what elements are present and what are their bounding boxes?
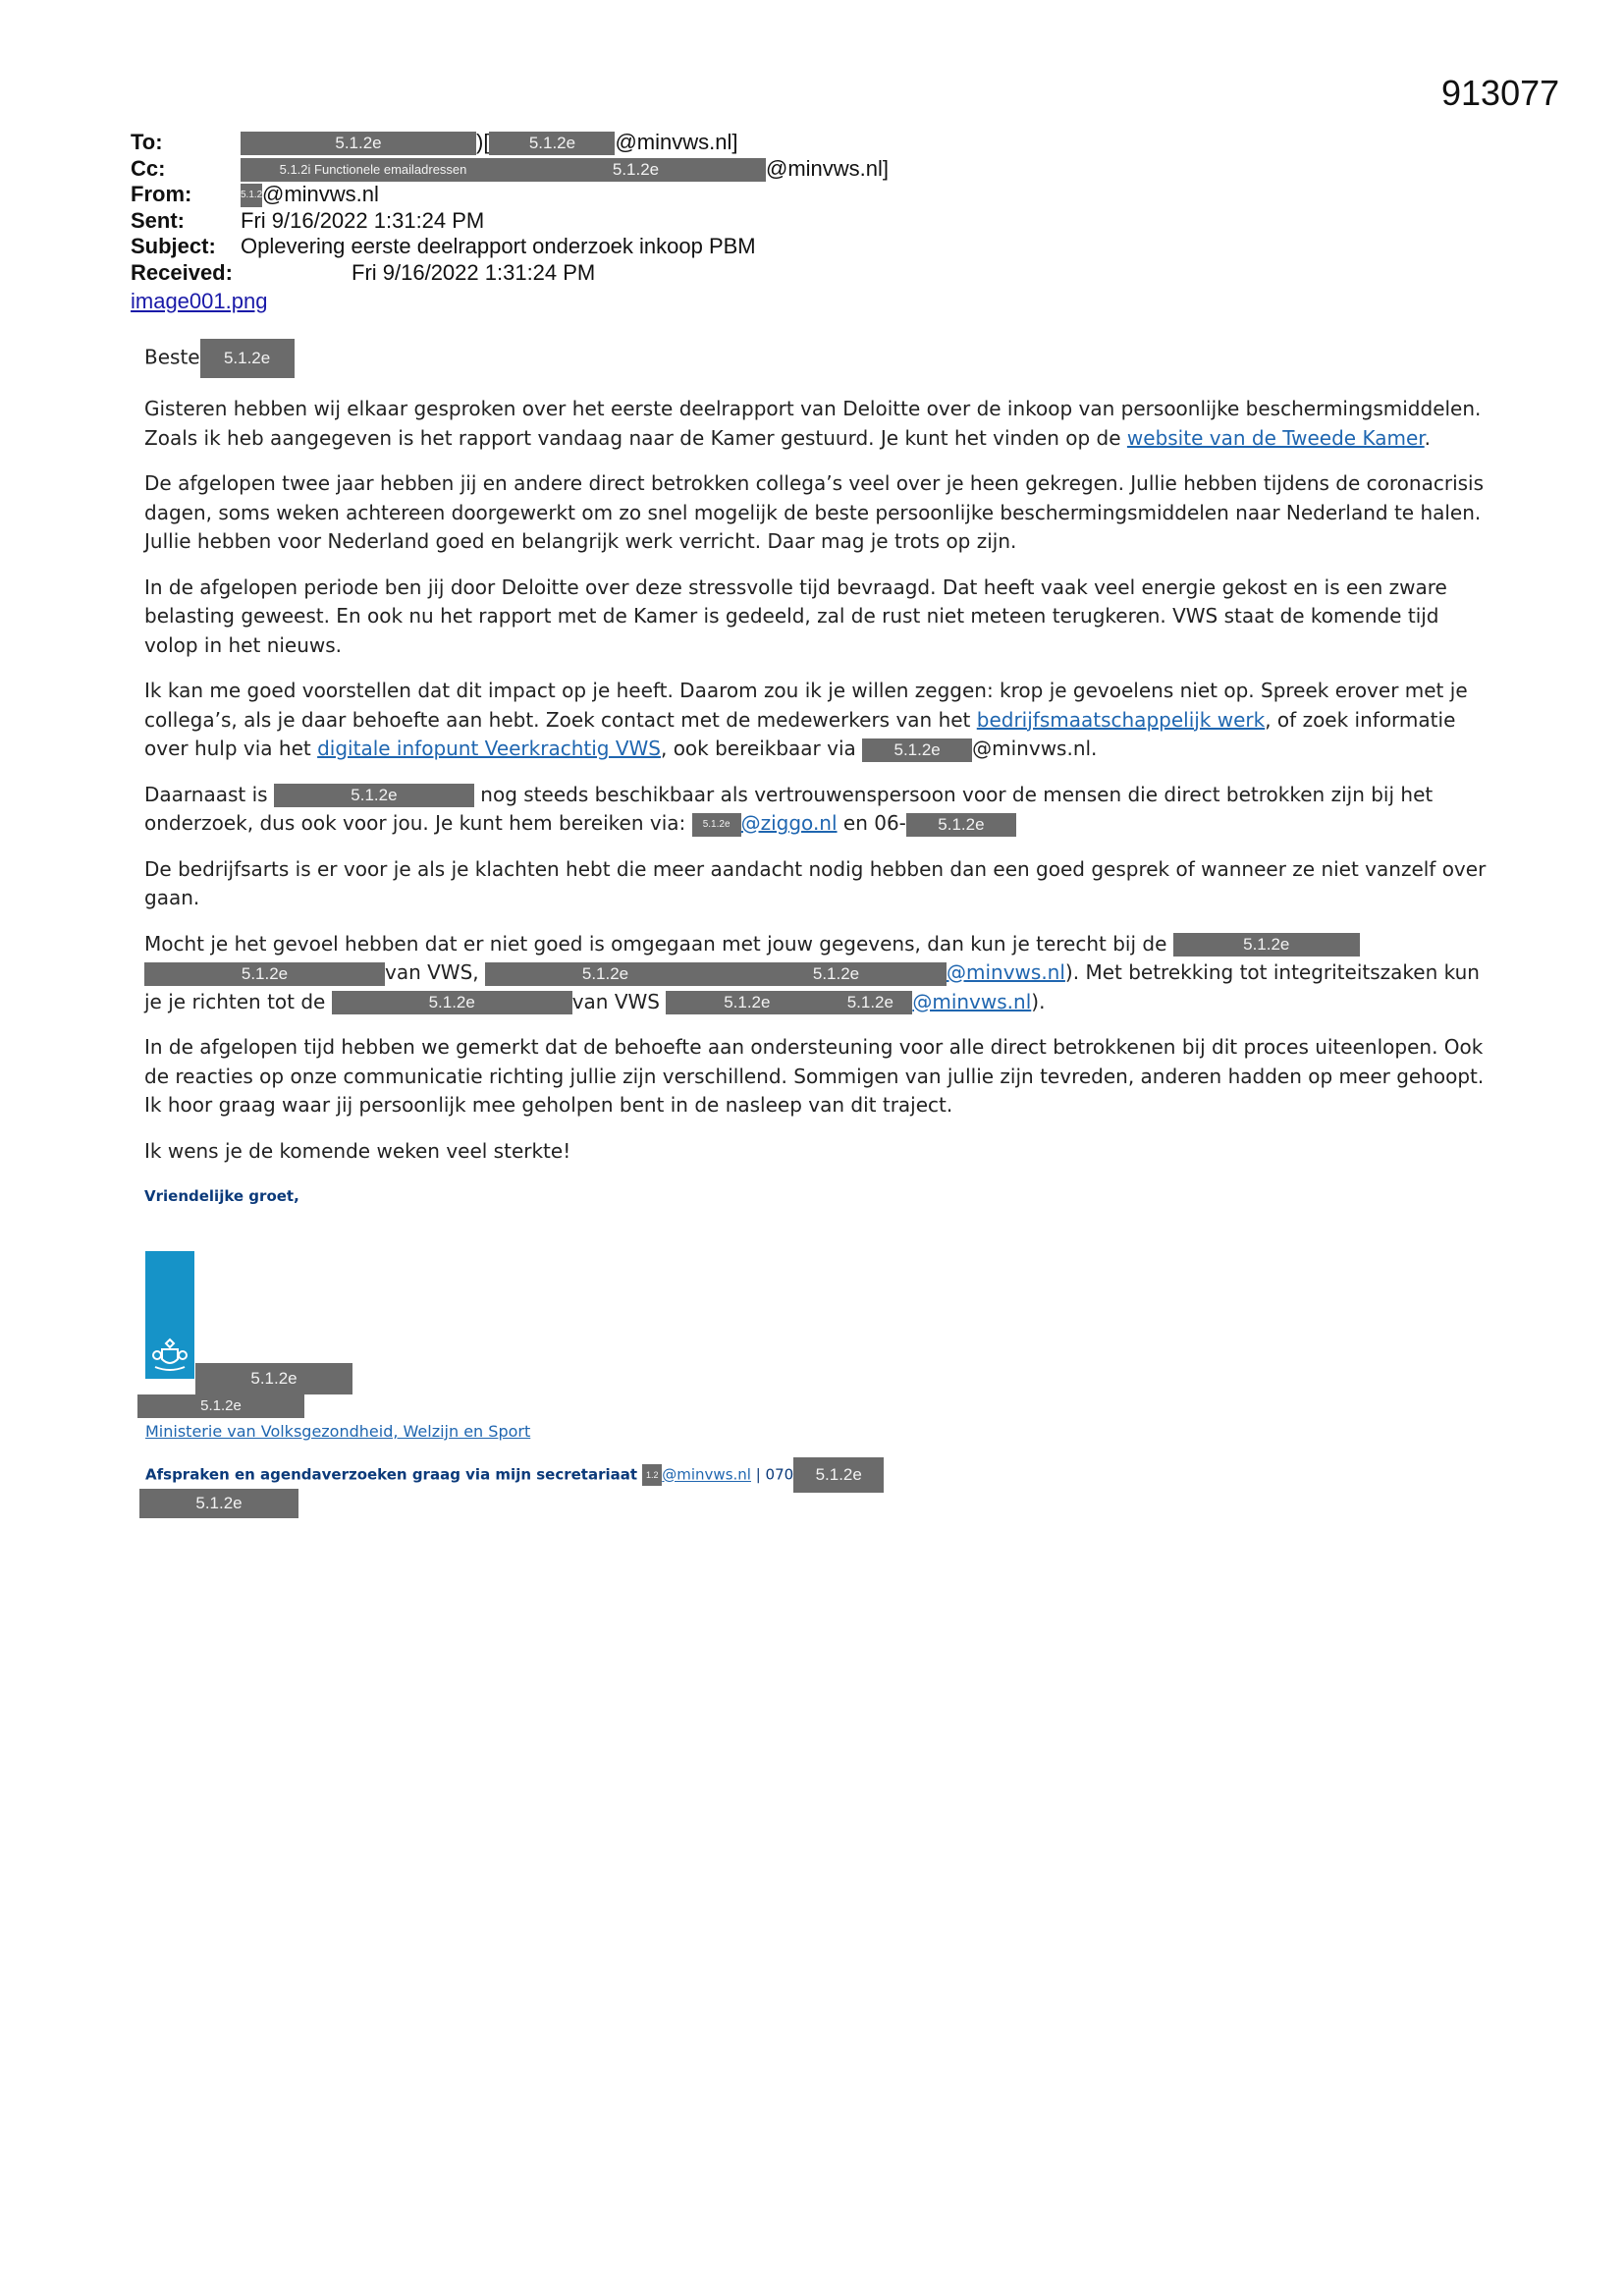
signature-name xyxy=(195,1363,352,1394)
to-label: To: xyxy=(131,130,163,154)
document-number: 913077 xyxy=(1441,73,1560,113)
signature-title xyxy=(137,1394,304,1418)
paragraph-1: Gisteren hebben wij elkaar gesproken over het eerste deelrapport van Deloitte over de inkoop van persoonlijke beschermingsmiddelen. Zoals ik heb aangegeven is het rapport vandaag naar de Kamer gestuurd. Je kunt het vinden op de website van de Tweede Kamer. xyxy=(144,397,1482,450)
paragraph-9: Ik wens je de komende weken veel sterkte! xyxy=(144,1138,571,1163)
vws-email-link-1[interactable]: @minvws.nl xyxy=(947,960,1065,984)
redaction-box: 5.1.2e xyxy=(137,1394,304,1418)
email-body xyxy=(144,339,1489,1212)
paragraph-7: Mocht je het gevoel hebben dat er niet goed is omgegaan met jouw gegevens, dan kun je terecht bij de 5.1.2e5.1.2e van VWS, 5.1.2e 5.1.2e @minvws.nl). Met betrekking tot integriteitszaken kun je je richten tot de 5.1.2e van VWS 5.1.2e 5.1.2e @minvws.nl). xyxy=(144,931,1480,1013)
sent-row xyxy=(131,208,1505,235)
redaction-box: 5.1.2e xyxy=(195,1363,352,1394)
paragraph-3: In de afgelopen periode ben jij door Deloitte over deze stressvolle tijd bevraagd. Dat heeft vaak veel energie gekost en is een zware belasting geweest. En ook nu het rapport met de Kamer is gedeeld, zal de rust niet meteen terugkeren. VWS staat de komende tijd volop in het nieuws. xyxy=(144,574,1447,657)
from-value xyxy=(241,182,379,208)
email-header xyxy=(131,130,1505,286)
veerkrachtig-vws-link[interactable]: digitale infopunt Veerkrachtig VWS xyxy=(317,737,661,760)
greeting: Beste 5.1.2e xyxy=(144,339,1489,378)
rijksoverheid-logo xyxy=(145,1251,194,1379)
paragraph-2: De afgelopen twee jaar hebben jij en andere direct betrokken collega’s veel over je heen gekregen. Jullie hebben tijdens de coronacrisis dagen, soms weken achtereen doorgewerkt om zo snel mogelijk de beste persoonlijke beschermingsmiddelen naar Nederland te halen. Jullie hebben voor Nederland goed en belangrijk werk verricht. Daar mag je trots op zijn. xyxy=(144,471,1485,553)
paragraph-5: Daarnaast is 5.1.2e nog steeds beschikbaar als vertrouwenspersoon voor de mensen die direct betrokken zijn bij het onderzoek, dus ook voor jou. Je kunt hem bereiken via: 5.1.2e @ziggo.nl en 06- 5.1.2e xyxy=(144,782,1434,835)
paragraph-4: Ik kan me goed voorstellen dat dit impact op je heeft. Daarom zou ik je willen zeggen: krop je gevoelens niet op. Spreek erover met je collega’s, als je daar behoefte aan hebt. Zoek contact met de medewerkers van het bedrijfsmaatschappelijk werk, of zoek informatie over hulp via het digitale infopunt Veerkrachtig VWS, ook bereikbaar via 5.1.2e @minvws.nl. xyxy=(144,679,1468,760)
redaction-box: 5.1.2e xyxy=(274,784,474,807)
received-row xyxy=(131,260,1505,287)
redaction-box: 5.1.2e xyxy=(241,184,262,207)
redaction-box: 1.2 xyxy=(642,1464,662,1486)
closing-greeting: Vriendelijke groet, xyxy=(144,1187,299,1205)
from-row xyxy=(131,182,1505,208)
redaction-box: 5.1.2e xyxy=(828,991,912,1014)
cc-label: Cc: xyxy=(131,155,166,181)
sent-value: Fri 9/16/2022 1:31:24 PM xyxy=(241,207,485,233)
redaction-box: 5.1.2e xyxy=(200,339,295,378)
bedrijfsmaatschappelijk-werk-link[interactable]: bedrijfsmaatschappelijk werk xyxy=(976,707,1266,732)
cc-value xyxy=(241,156,889,183)
crest-icon xyxy=(149,1334,190,1375)
redaction-box: 5.1.2i Functionele emailadressen xyxy=(241,158,506,182)
attachment-link[interactable]: image001.png xyxy=(131,289,268,313)
subject-value: Oplevering eerste deelrapport onderzoek inkoop PBM xyxy=(241,234,756,258)
ziggo-email-link[interactable]: @ziggo.nl xyxy=(740,811,838,835)
redaction-box: 5.1.2e xyxy=(862,738,972,762)
redaction-box: 5.1.2e xyxy=(726,962,947,986)
cc-row xyxy=(131,156,1505,183)
redaction-box: 5.1.2e xyxy=(793,1457,884,1493)
ministry-link[interactable]: Ministerie van Volksgezondheid, Welzijn en Sport xyxy=(145,1422,531,1441)
to-domain: @minvws.nl] xyxy=(615,130,738,154)
redaction-box: 5.1.2e xyxy=(139,1489,298,1518)
paragraph-8: In de afgelopen tijd hebben we gemerkt dat de behoefte aan ondersteuning voor alle direct betrokkenen bij dit proces uiteenlopen. Ook de reacties op onze communicatie richting jullie zijn verschillend. Sommigen van jullie zijn tevreden, anderen hadden op meer gehoopt. Ik hoor graag waar jij persoonlijk mee geholpen bent in de nasleep van dit traject. xyxy=(144,1035,1485,1117)
redaction-box: 5.1.2e xyxy=(666,991,828,1014)
signature-extra xyxy=(139,1489,298,1518)
subject-label: Subject: xyxy=(131,234,216,258)
from-domain: @minvws.nl xyxy=(262,182,379,206)
sent-label: Sent: xyxy=(131,207,185,233)
received-value: Fri 9/16/2022 1:31:24 PM xyxy=(352,259,596,285)
to-value xyxy=(241,130,737,156)
vws-email-link-2[interactable]: @minvws.nl xyxy=(912,989,1032,1013)
from-label: From: xyxy=(131,182,192,206)
to-paren: )[ xyxy=(476,130,490,154)
secretariat-line: Afspraken en agendaverzoeken graag via mijn secretariaat 1.2 @minvws.nl | 070 5.1.2e xyxy=(145,1457,884,1493)
redaction-box: 5.1.2e xyxy=(1173,933,1360,957)
redaction-box: 5.1.2e xyxy=(144,962,385,986)
redaction-box: 5.1.2e xyxy=(692,813,741,837)
to-row xyxy=(131,130,1505,156)
secretariat-email-link[interactable]: @minvws.nl xyxy=(662,1465,751,1484)
redaction-box: 5.1.2e xyxy=(485,962,726,986)
redaction-box: 5.1.2e xyxy=(506,158,766,182)
redaction-box: 5.1.2e xyxy=(906,813,1016,837)
redaction-box: 5.1.2e xyxy=(241,132,476,155)
redaction-box: 5.1.2e xyxy=(332,991,572,1014)
received-label: Received: xyxy=(131,259,233,285)
paragraph-6: De bedrijfsarts is er voor je als je klachten hebt die meer aandacht nodig hebben dan een goed gesprek of wanneer ze niet vanzelf over gaan. xyxy=(144,856,1487,909)
subject-row xyxy=(131,234,1505,260)
redaction-box: 5.1.2e xyxy=(489,132,615,155)
tweede-kamer-link[interactable]: website van de Tweede Kamer xyxy=(1126,425,1425,450)
cc-domain: @minvws.nl] xyxy=(766,155,890,181)
